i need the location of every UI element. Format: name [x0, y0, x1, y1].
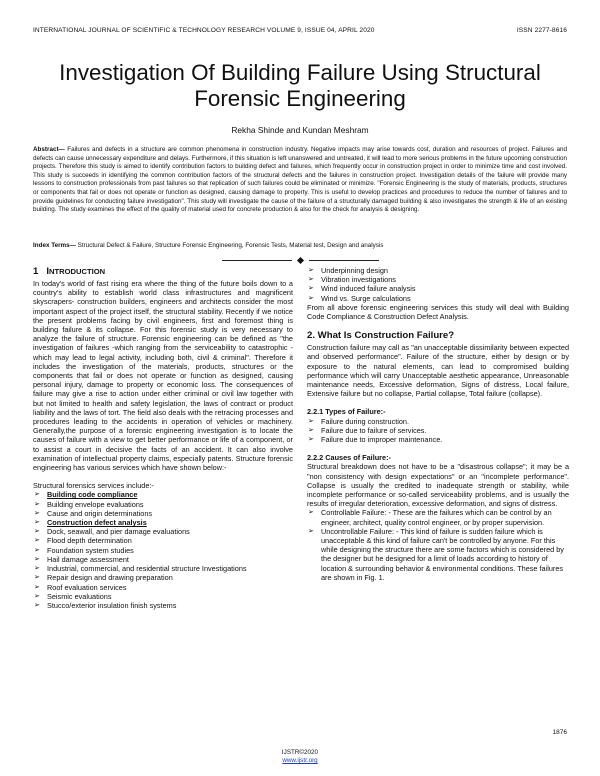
failure-type-item: ➢ Failure due to improper maintenance.	[307, 435, 569, 444]
title-line-2: Forensic Engineering	[194, 86, 406, 111]
abstract	[33, 146, 567, 215]
section-divider	[0, 257, 600, 265]
services-list	[33, 490, 293, 610]
causes-paragraph: Structural breakdown does not have to be a "disastrous collapse"; it may be a "non consistency with design expectations" or an "incomplete performance". Collapse is usually the credited to inadequate strength or stability, while incomplete performance or so-called serviceability problems, and is usually the results of irregular deterioration, excessive deformation, and signs of distress.	[307, 462, 569, 509]
section-2-heading: 2. What Is Construction Failure?	[307, 330, 455, 342]
index-terms-label: Index Terms—	[33, 242, 76, 249]
failure-type-item: ➢ Failure due to failure of services.	[307, 426, 569, 435]
diamond-icon	[296, 257, 303, 264]
services-intro: Structural forensics services include:-	[33, 481, 154, 491]
title-line-1: Investigation Of Building Failure Using Structural	[59, 60, 541, 85]
failure-cause-item: ➢ Controllable Failure: - These are the failures which can be control by an engineer, architect, quality control engineer, or by proper supervision.	[307, 508, 569, 526]
index-terms	[33, 242, 567, 250]
failure-type-item: ➢ Failure during construction.	[307, 417, 569, 426]
service-item: ➢ Construction defect analysis	[33, 518, 293, 527]
paper-title	[30, 60, 570, 112]
causes-list	[307, 508, 569, 582]
failure-cause-item: ➢ Uncontrollable Failure: - This kind of failure is sudden failure which is unacceptable & this kind of failure can't be controlled by anyone. For this while designing the structure there are some factors which is considered by the designer but he designed for a limit of loads according to history of location & surrounding behavior & environmental conditions. These failures are shown in Fig. 1.	[307, 527, 569, 582]
service-item: ➢ Hail damage assessment	[33, 555, 293, 564]
causes-of-failure-heading: 2.2.2 Causes of Failure:-	[307, 453, 391, 463]
page-number: 1876	[552, 729, 567, 736]
issn: ISSN 2277-8616	[516, 27, 567, 34]
service-item: ➢ Stucco/exterior insulation finish systems	[33, 601, 293, 610]
left-column	[33, 266, 293, 610]
copyright: IJSTR©2020	[281, 749, 319, 756]
authors: Rekha Shinde and Kundan Meshram	[231, 125, 369, 135]
journal-name: INTERNATIONAL JOURNAL OF SCIENTIFIC & TECHNOLOGY RESEARCH VOLUME 9, ISSUE 04, APRIL 2020	[33, 27, 375, 34]
types-of-failure-list	[307, 417, 569, 445]
services-conclusion: From all above forensic engineering services this study will deal with Building Code Compliance & Construction Defect Analysis.	[307, 302, 569, 322]
section-1-heading: 1 INTRODUCTION	[33, 266, 106, 277]
abstract-text: Failures and defects in a structure are common phenomena in construction industry. Negative impacts may arise towards cost, duration and resources of project. Failures and defects can cause unnecessary expenditure and delays. Furthermore, if this situation is left unanswered and untreated, it will lead to more serious problems in the future upcoming construction projects. Therefore this study is aimed to identify contribution factors to building defect and failures, which frequently occur in construction project in order to minimize time and cost involved. This study is succeeds in identifying the common contribution factors of the structural defects and the failures in construction project. Investigation details of the failure will provide many lessons to construction professionals from past failures so that replication of such failures could be eliminated or minimize. "Forensic Engineering is the study of materials, products, structures or components that fail or does not operate or function as designed, causing damage to property. This is useful to develop practices and procedures to reduce the number of failures and to provide guidelines for conducting failure investigation". This study will investigate the cause of the failure of a structurally damaged building & also investigates the strength & life of an existing building. The study examines the effect of the quality of material used for concrete production & also for the check for analysis & designing.	[33, 146, 567, 214]
abstract-label: Abstract—	[33, 146, 65, 153]
service-item: ➢ Cause and origin determinations	[33, 509, 293, 518]
service-item: ➢ Industrial, commercial, and residential structure Investigations	[33, 564, 293, 573]
section-2-paragraph: Construction failure may call as "an unacceptable dissimilarity between expected and observed performance". Failure of the structure, either by design or by exposure to the natural elements, can lead to compromised building performance which will carry Unacceptable aesthetic appearance, Unreasonable maintenance needs, Excessive deformation, Signs of distress, Local failure, Extensive failure but no collapse, Partial collapse, Total failure (collapse).	[307, 343, 569, 399]
service-item: ➢ Flood depth determination	[33, 536, 293, 545]
types-of-failure-heading: 2.2.1 Types of Failure:-	[307, 407, 386, 417]
journal-url[interactable]: www.ijstr.org	[282, 757, 318, 764]
service-item: ➢ Building envelope evaluations	[33, 500, 293, 509]
service-item: ➢ Seismic evaluations	[33, 592, 293, 601]
services-list-continued	[307, 266, 569, 303]
service-item: ➢ Wind vs. Surge calculations	[307, 294, 569, 303]
service-item: ➢ Dock, seawall, and pier damage evaluations	[33, 527, 293, 536]
service-item: ➢ Underpinning design	[307, 266, 569, 275]
page-footer	[0, 749, 600, 765]
service-item: ➢ Roof evaluation services	[33, 583, 293, 592]
service-item: ➢ Wind induced failure analysis	[307, 284, 569, 293]
service-item: ➢ Repair design and drawing preparation	[33, 573, 293, 582]
service-item: ➢ Foundation system studies	[33, 546, 293, 555]
index-terms-text: Structural Defect & Failure, Structure Forensic Engineering, Forensic Tests, Material test, Design and analysis	[75, 242, 384, 249]
right-column	[307, 266, 569, 582]
service-item: ➢ Vibration investigations	[307, 275, 569, 284]
service-item: ➢ Building code compliance	[33, 490, 293, 499]
running-header	[33, 27, 567, 34]
introduction-paragraph: In today's world of fast rising era where the thing of the future boils down to a country's ability to establish world class infrastructures and magnificent skyscrapers- construction builders, engineers and architects consider the most important aspect of the project itself, the structural stability. Recently if we notice the present problems facing by civil engineers, first and foremost thing is building failure & its collapse. For this forensic study is very necessary to analyze the failure of structure. Forensic engineering can be defined as "the investigation of failures -which ranging from the serviceability to catastrophic - which may lead to legal activity, including both, civil & criminal". Therefore it includes the investigation of the materials, products, structures or the components that fail or does not operate or function as designed, causing personal injury, damage to property or economic loss. The consequences of failure may give a rise to action under either criminal or civil law together with but not limited to health and safety legislation, the laws of contract or product liability and the laws of tort. The field also deals with the retracing processes and procedures leading to the accidents in operation of vehicles or machinery. Generally,the purpose of a forensic engineering investigation is to locate the causes of failure with a view to get better performance or life of a component, or to assist a court in decisive the facts of an accident. It can also involve examination of intellectual property claims, especially patents. Structure forensic engineering has various services which have shown below:-	[33, 279, 293, 473]
